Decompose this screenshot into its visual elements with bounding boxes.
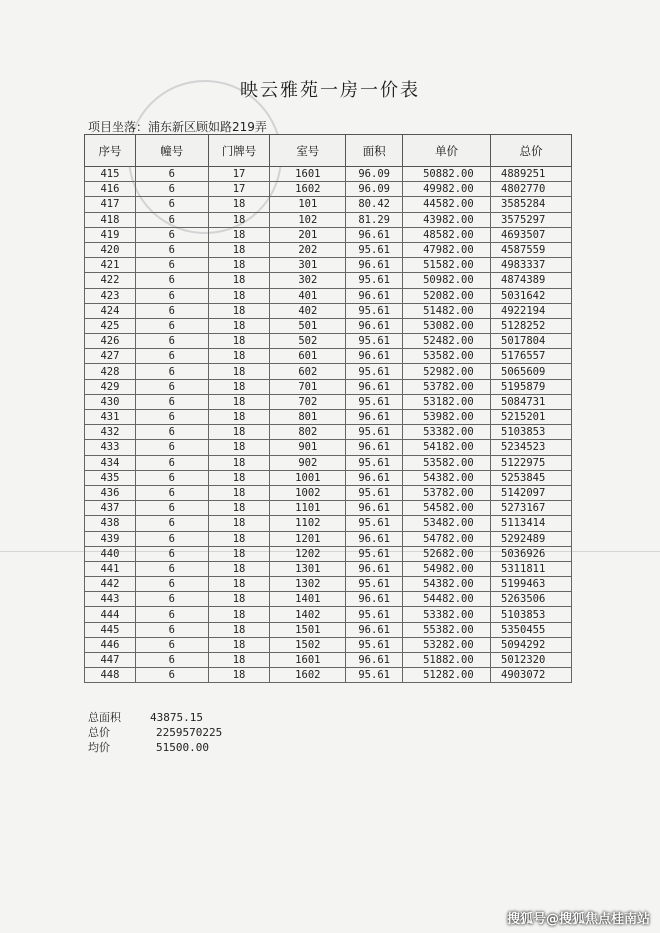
cell-building: 6 bbox=[135, 258, 208, 273]
cell-door-number: 18 bbox=[208, 242, 270, 257]
cell-seq: 448 bbox=[85, 668, 136, 683]
cell-room: 402 bbox=[270, 303, 346, 318]
cell-seq: 416 bbox=[85, 182, 136, 197]
table-row bbox=[85, 197, 572, 212]
cell-unit-price: 53182.00 bbox=[403, 394, 491, 409]
cell-area: 96.61 bbox=[346, 653, 403, 668]
cell-area: 96.09 bbox=[346, 167, 403, 182]
table-row bbox=[85, 303, 572, 318]
cell-seq: 437 bbox=[85, 501, 136, 516]
header-area: 面积 bbox=[346, 135, 403, 167]
cell-door-number: 18 bbox=[208, 288, 270, 303]
cell-total-price: 5031642 bbox=[491, 288, 572, 303]
cell-area: 95.61 bbox=[346, 607, 403, 622]
cell-unit-price: 53382.00 bbox=[403, 425, 491, 440]
cell-building: 6 bbox=[135, 577, 208, 592]
cell-seq: 425 bbox=[85, 318, 136, 333]
table-row bbox=[85, 318, 572, 333]
table-row bbox=[85, 227, 572, 242]
cell-room: 302 bbox=[270, 273, 346, 288]
cell-total-price: 5215201 bbox=[491, 410, 572, 425]
cell-area: 95.61 bbox=[346, 516, 403, 531]
cell-unit-price: 51882.00 bbox=[403, 653, 491, 668]
cell-building: 6 bbox=[135, 455, 208, 470]
table-row bbox=[85, 425, 572, 440]
cell-building: 6 bbox=[135, 273, 208, 288]
table-row bbox=[85, 364, 572, 379]
cell-building: 6 bbox=[135, 501, 208, 516]
cell-door-number: 18 bbox=[208, 425, 270, 440]
cell-door-number: 18 bbox=[208, 516, 270, 531]
cell-unit-price: 54982.00 bbox=[403, 561, 491, 576]
summary-avg-label: 均价 bbox=[88, 741, 110, 754]
cell-seq: 438 bbox=[85, 516, 136, 531]
table-row bbox=[85, 379, 572, 394]
cell-door-number: 17 bbox=[208, 167, 270, 182]
cell-unit-price: 53482.00 bbox=[403, 516, 491, 531]
cell-door-number: 18 bbox=[208, 607, 270, 622]
cell-area: 81.29 bbox=[346, 212, 403, 227]
cell-unit-price: 55382.00 bbox=[403, 622, 491, 637]
cell-area: 95.61 bbox=[346, 485, 403, 500]
cell-room: 1601 bbox=[270, 167, 346, 182]
table-row bbox=[85, 242, 572, 257]
cell-total-price: 5065609 bbox=[491, 364, 572, 379]
cell-total-price: 4693507 bbox=[491, 227, 572, 242]
table-row bbox=[85, 607, 572, 622]
cell-building: 6 bbox=[135, 334, 208, 349]
cell-area: 96.61 bbox=[346, 258, 403, 273]
cell-building: 6 bbox=[135, 167, 208, 182]
cell-area: 95.61 bbox=[346, 273, 403, 288]
cell-seq: 436 bbox=[85, 485, 136, 500]
cell-seq: 417 bbox=[85, 197, 136, 212]
summary-area-value: 43875.15 bbox=[150, 711, 203, 724]
table-row bbox=[85, 349, 572, 364]
cell-door-number: 18 bbox=[208, 212, 270, 227]
cell-room: 602 bbox=[270, 364, 346, 379]
cell-total-price: 5094292 bbox=[491, 637, 572, 652]
header-room: 室号 bbox=[270, 135, 346, 167]
cell-seq: 427 bbox=[85, 349, 136, 364]
cell-area: 95.61 bbox=[346, 637, 403, 652]
cell-room: 201 bbox=[270, 227, 346, 242]
cell-room: 1302 bbox=[270, 577, 346, 592]
cell-room: 801 bbox=[270, 410, 346, 425]
cell-unit-price: 54482.00 bbox=[403, 592, 491, 607]
cell-room: 702 bbox=[270, 394, 346, 409]
cell-seq: 421 bbox=[85, 258, 136, 273]
price-table bbox=[84, 134, 572, 683]
cell-unit-price: 52482.00 bbox=[403, 334, 491, 349]
cell-building: 6 bbox=[135, 349, 208, 364]
cell-door-number: 18 bbox=[208, 546, 270, 561]
table-row bbox=[85, 561, 572, 576]
cell-building: 6 bbox=[135, 531, 208, 546]
cell-area: 95.61 bbox=[346, 364, 403, 379]
cell-total-price: 5103853 bbox=[491, 425, 572, 440]
table-row bbox=[85, 637, 572, 652]
cell-area: 95.61 bbox=[346, 242, 403, 257]
table-row bbox=[85, 167, 572, 182]
cell-seq: 447 bbox=[85, 653, 136, 668]
cell-seq: 422 bbox=[85, 273, 136, 288]
cell-building: 6 bbox=[135, 197, 208, 212]
cell-seq: 418 bbox=[85, 212, 136, 227]
table-row bbox=[85, 273, 572, 288]
cell-total-price: 5292489 bbox=[491, 531, 572, 546]
cell-seq: 428 bbox=[85, 364, 136, 379]
table-row bbox=[85, 470, 572, 485]
cell-building: 6 bbox=[135, 227, 208, 242]
cell-door-number: 18 bbox=[208, 334, 270, 349]
table-row bbox=[85, 516, 572, 531]
cell-area: 96.61 bbox=[346, 531, 403, 546]
header-unit-price: 单价 bbox=[403, 135, 491, 167]
cell-seq: 415 bbox=[85, 167, 136, 182]
cell-door-number: 18 bbox=[208, 531, 270, 546]
cell-building: 6 bbox=[135, 410, 208, 425]
cell-door-number: 18 bbox=[208, 440, 270, 455]
cell-unit-price: 52682.00 bbox=[403, 546, 491, 561]
cell-door-number: 18 bbox=[208, 394, 270, 409]
table-row bbox=[85, 334, 572, 349]
cell-total-price: 5311811 bbox=[491, 561, 572, 576]
cell-area: 95.61 bbox=[346, 303, 403, 318]
cell-unit-price: 54382.00 bbox=[403, 470, 491, 485]
table-row bbox=[85, 546, 572, 561]
cell-door-number: 18 bbox=[208, 258, 270, 273]
cell-seq: 440 bbox=[85, 546, 136, 561]
summary-block bbox=[88, 710, 222, 755]
cell-building: 6 bbox=[135, 637, 208, 652]
cell-area: 95.61 bbox=[346, 546, 403, 561]
cell-building: 6 bbox=[135, 242, 208, 257]
header-total-price: 总价 bbox=[491, 135, 572, 167]
cell-door-number: 18 bbox=[208, 592, 270, 607]
cell-area: 96.61 bbox=[346, 470, 403, 485]
cell-total-price: 4587559 bbox=[491, 242, 572, 257]
cell-unit-price: 52082.00 bbox=[403, 288, 491, 303]
cell-area: 95.61 bbox=[346, 425, 403, 440]
cell-area: 96.61 bbox=[346, 592, 403, 607]
table-row bbox=[85, 668, 572, 683]
cell-building: 6 bbox=[135, 668, 208, 683]
cell-seq: 435 bbox=[85, 470, 136, 485]
cell-total-price: 4889251 bbox=[491, 167, 572, 182]
table-row bbox=[85, 212, 572, 227]
summary-area-label: 总面积 bbox=[88, 711, 121, 724]
header-door-number: 门牌号 bbox=[208, 135, 270, 167]
table-row bbox=[85, 288, 572, 303]
cell-building: 6 bbox=[135, 425, 208, 440]
cell-unit-price: 53582.00 bbox=[403, 455, 491, 470]
table-header-row bbox=[85, 135, 572, 167]
cell-room: 1602 bbox=[270, 668, 346, 683]
table-row bbox=[85, 394, 572, 409]
table-row bbox=[85, 622, 572, 637]
cell-room: 1401 bbox=[270, 592, 346, 607]
cell-door-number: 18 bbox=[208, 470, 270, 485]
table-row bbox=[85, 485, 572, 500]
cell-area: 96.61 bbox=[346, 501, 403, 516]
cell-seq: 444 bbox=[85, 607, 136, 622]
cell-area: 96.61 bbox=[346, 318, 403, 333]
cell-unit-price: 51282.00 bbox=[403, 668, 491, 683]
cell-building: 6 bbox=[135, 379, 208, 394]
cell-unit-price: 54382.00 bbox=[403, 577, 491, 592]
cell-building: 6 bbox=[135, 440, 208, 455]
cell-total-price: 4874389 bbox=[491, 273, 572, 288]
cell-unit-price: 53782.00 bbox=[403, 485, 491, 500]
cell-unit-price: 53282.00 bbox=[403, 637, 491, 652]
cell-unit-price: 48582.00 bbox=[403, 227, 491, 242]
cell-area: 96.61 bbox=[346, 349, 403, 364]
cell-unit-price: 50982.00 bbox=[403, 273, 491, 288]
cell-door-number: 18 bbox=[208, 227, 270, 242]
cell-seq: 430 bbox=[85, 394, 136, 409]
table-row bbox=[85, 577, 572, 592]
cell-room: 401 bbox=[270, 288, 346, 303]
cell-unit-price: 53782.00 bbox=[403, 379, 491, 394]
cell-room: 501 bbox=[270, 318, 346, 333]
cell-building: 6 bbox=[135, 561, 208, 576]
cell-area: 95.61 bbox=[346, 455, 403, 470]
cell-door-number: 18 bbox=[208, 349, 270, 364]
cell-room: 301 bbox=[270, 258, 346, 273]
cell-seq: 432 bbox=[85, 425, 136, 440]
cell-room: 102 bbox=[270, 212, 346, 227]
summary-total-area bbox=[88, 710, 222, 725]
cell-building: 6 bbox=[135, 607, 208, 622]
cell-area: 96.61 bbox=[346, 410, 403, 425]
watermark-text: 搜狐号@搜狐焦点桂南站 bbox=[506, 912, 650, 927]
cell-unit-price: 49982.00 bbox=[403, 182, 491, 197]
cell-seq: 442 bbox=[85, 577, 136, 592]
table-row bbox=[85, 653, 572, 668]
cell-seq: 445 bbox=[85, 622, 136, 637]
cell-total-price: 4903072 bbox=[491, 668, 572, 683]
cell-area: 96.61 bbox=[346, 227, 403, 242]
cell-area: 96.61 bbox=[346, 622, 403, 637]
cell-unit-price: 54782.00 bbox=[403, 531, 491, 546]
cell-room: 901 bbox=[270, 440, 346, 455]
cell-room: 1301 bbox=[270, 561, 346, 576]
cell-unit-price: 53382.00 bbox=[403, 607, 491, 622]
cell-total-price: 5128252 bbox=[491, 318, 572, 333]
cell-building: 6 bbox=[135, 182, 208, 197]
cell-building: 6 bbox=[135, 318, 208, 333]
cell-door-number: 18 bbox=[208, 410, 270, 425]
cell-building: 6 bbox=[135, 592, 208, 607]
cell-total-price: 3585284 bbox=[491, 197, 572, 212]
cell-building: 6 bbox=[135, 516, 208, 531]
cell-seq: 446 bbox=[85, 637, 136, 652]
table-row bbox=[85, 531, 572, 546]
cell-total-price: 5350455 bbox=[491, 622, 572, 637]
cell-room: 902 bbox=[270, 455, 346, 470]
cell-seq: 443 bbox=[85, 592, 136, 607]
cell-seq: 424 bbox=[85, 303, 136, 318]
cell-total-price: 5084731 bbox=[491, 394, 572, 409]
cell-total-price: 4922194 bbox=[491, 303, 572, 318]
cell-unit-price: 53982.00 bbox=[403, 410, 491, 425]
cell-total-price: 5103853 bbox=[491, 607, 572, 622]
table-row bbox=[85, 440, 572, 455]
table-row bbox=[85, 592, 572, 607]
cell-building: 6 bbox=[135, 212, 208, 227]
cell-building: 6 bbox=[135, 622, 208, 637]
cell-area: 95.61 bbox=[346, 668, 403, 683]
cell-door-number: 18 bbox=[208, 273, 270, 288]
cell-area: 96.61 bbox=[346, 561, 403, 576]
cell-room: 802 bbox=[270, 425, 346, 440]
cell-door-number: 18 bbox=[208, 622, 270, 637]
cell-unit-price: 53582.00 bbox=[403, 349, 491, 364]
table-row bbox=[85, 455, 572, 470]
cell-room: 101 bbox=[270, 197, 346, 212]
cell-seq: 429 bbox=[85, 379, 136, 394]
cell-room: 502 bbox=[270, 334, 346, 349]
summary-average-price bbox=[88, 740, 222, 755]
cell-building: 6 bbox=[135, 364, 208, 379]
cell-door-number: 18 bbox=[208, 561, 270, 576]
cell-area: 95.61 bbox=[346, 334, 403, 349]
cell-area: 95.61 bbox=[346, 394, 403, 409]
cell-room: 1102 bbox=[270, 516, 346, 531]
cell-room: 601 bbox=[270, 349, 346, 364]
cell-seq: 441 bbox=[85, 561, 136, 576]
cell-room: 1501 bbox=[270, 622, 346, 637]
cell-area: 96.61 bbox=[346, 288, 403, 303]
cell-seq: 419 bbox=[85, 227, 136, 242]
cell-total-price: 5122975 bbox=[491, 455, 572, 470]
cell-total-price: 5273167 bbox=[491, 501, 572, 516]
cell-room: 202 bbox=[270, 242, 346, 257]
cell-room: 1502 bbox=[270, 637, 346, 652]
cell-room: 1201 bbox=[270, 531, 346, 546]
table-row bbox=[85, 410, 572, 425]
document-title: 映云雅苑一房一价表 bbox=[240, 80, 420, 101]
cell-room: 1602 bbox=[270, 182, 346, 197]
cell-seq: 433 bbox=[85, 440, 136, 455]
header-building: 幢号 bbox=[135, 135, 208, 167]
table-row bbox=[85, 258, 572, 273]
cell-door-number: 18 bbox=[208, 364, 270, 379]
cell-door-number: 18 bbox=[208, 485, 270, 500]
cell-door-number: 18 bbox=[208, 653, 270, 668]
cell-door-number: 18 bbox=[208, 577, 270, 592]
cell-seq: 420 bbox=[85, 242, 136, 257]
cell-door-number: 18 bbox=[208, 455, 270, 470]
cell-room: 1601 bbox=[270, 653, 346, 668]
cell-building: 6 bbox=[135, 546, 208, 561]
cell-area: 96.61 bbox=[346, 440, 403, 455]
cell-total-price: 5253845 bbox=[491, 470, 572, 485]
cell-door-number: 18 bbox=[208, 501, 270, 516]
summary-total-price bbox=[88, 725, 222, 740]
cell-unit-price: 54582.00 bbox=[403, 501, 491, 516]
cell-total-price: 5195879 bbox=[491, 379, 572, 394]
cell-unit-price: 51482.00 bbox=[403, 303, 491, 318]
cell-door-number: 18 bbox=[208, 197, 270, 212]
cell-building: 6 bbox=[135, 288, 208, 303]
cell-door-number: 18 bbox=[208, 379, 270, 394]
cell-door-number: 18 bbox=[208, 318, 270, 333]
table-row bbox=[85, 182, 572, 197]
cell-room: 1402 bbox=[270, 607, 346, 622]
summary-avg-value: 51500.00 bbox=[156, 741, 209, 754]
cell-total-price: 5234523 bbox=[491, 440, 572, 455]
project-location: 项目坐落：浦东新区顾如路219弄 bbox=[88, 120, 267, 134]
cell-total-price: 5113414 bbox=[491, 516, 572, 531]
table-body bbox=[85, 167, 572, 683]
cell-total-price: 5142097 bbox=[491, 485, 572, 500]
cell-building: 6 bbox=[135, 470, 208, 485]
cell-total-price: 3575297 bbox=[491, 212, 572, 227]
header-seq: 序号 bbox=[85, 135, 136, 167]
cell-total-price: 5199463 bbox=[491, 577, 572, 592]
cell-room: 1202 bbox=[270, 546, 346, 561]
cell-building: 6 bbox=[135, 485, 208, 500]
cell-room: 1002 bbox=[270, 485, 346, 500]
summary-total-value: 2259570225 bbox=[156, 726, 223, 739]
cell-room: 701 bbox=[270, 379, 346, 394]
cell-door-number: 18 bbox=[208, 303, 270, 318]
cell-building: 6 bbox=[135, 303, 208, 318]
table-row bbox=[85, 501, 572, 516]
cell-total-price: 5017804 bbox=[491, 334, 572, 349]
cell-total-price: 5012320 bbox=[491, 653, 572, 668]
cell-unit-price: 44582.00 bbox=[403, 197, 491, 212]
cell-room: 1101 bbox=[270, 501, 346, 516]
cell-building: 6 bbox=[135, 394, 208, 409]
cell-unit-price: 51582.00 bbox=[403, 258, 491, 273]
cell-area: 96.09 bbox=[346, 182, 403, 197]
cell-unit-price: 43982.00 bbox=[403, 212, 491, 227]
cell-area: 80.42 bbox=[346, 197, 403, 212]
cell-total-price: 5036926 bbox=[491, 546, 572, 561]
cell-seq: 423 bbox=[85, 288, 136, 303]
cell-unit-price: 52982.00 bbox=[403, 364, 491, 379]
cell-unit-price: 50882.00 bbox=[403, 167, 491, 182]
cell-total-price: 5176557 bbox=[491, 349, 572, 364]
summary-total-label: 总价 bbox=[88, 726, 110, 739]
cell-door-number: 18 bbox=[208, 637, 270, 652]
cell-door-number: 18 bbox=[208, 668, 270, 683]
cell-total-price: 4983337 bbox=[491, 258, 572, 273]
cell-room: 1001 bbox=[270, 470, 346, 485]
cell-seq: 434 bbox=[85, 455, 136, 470]
cell-unit-price: 47982.00 bbox=[403, 242, 491, 257]
cell-unit-price: 54182.00 bbox=[403, 440, 491, 455]
cell-total-price: 4802770 bbox=[491, 182, 572, 197]
cell-building: 6 bbox=[135, 653, 208, 668]
cell-seq: 439 bbox=[85, 531, 136, 546]
cell-area: 95.61 bbox=[346, 577, 403, 592]
cell-door-number: 17 bbox=[208, 182, 270, 197]
cell-seq: 426 bbox=[85, 334, 136, 349]
cell-total-price: 5263506 bbox=[491, 592, 572, 607]
cell-area: 96.61 bbox=[346, 379, 403, 394]
cell-seq: 431 bbox=[85, 410, 136, 425]
cell-unit-price: 53082.00 bbox=[403, 318, 491, 333]
